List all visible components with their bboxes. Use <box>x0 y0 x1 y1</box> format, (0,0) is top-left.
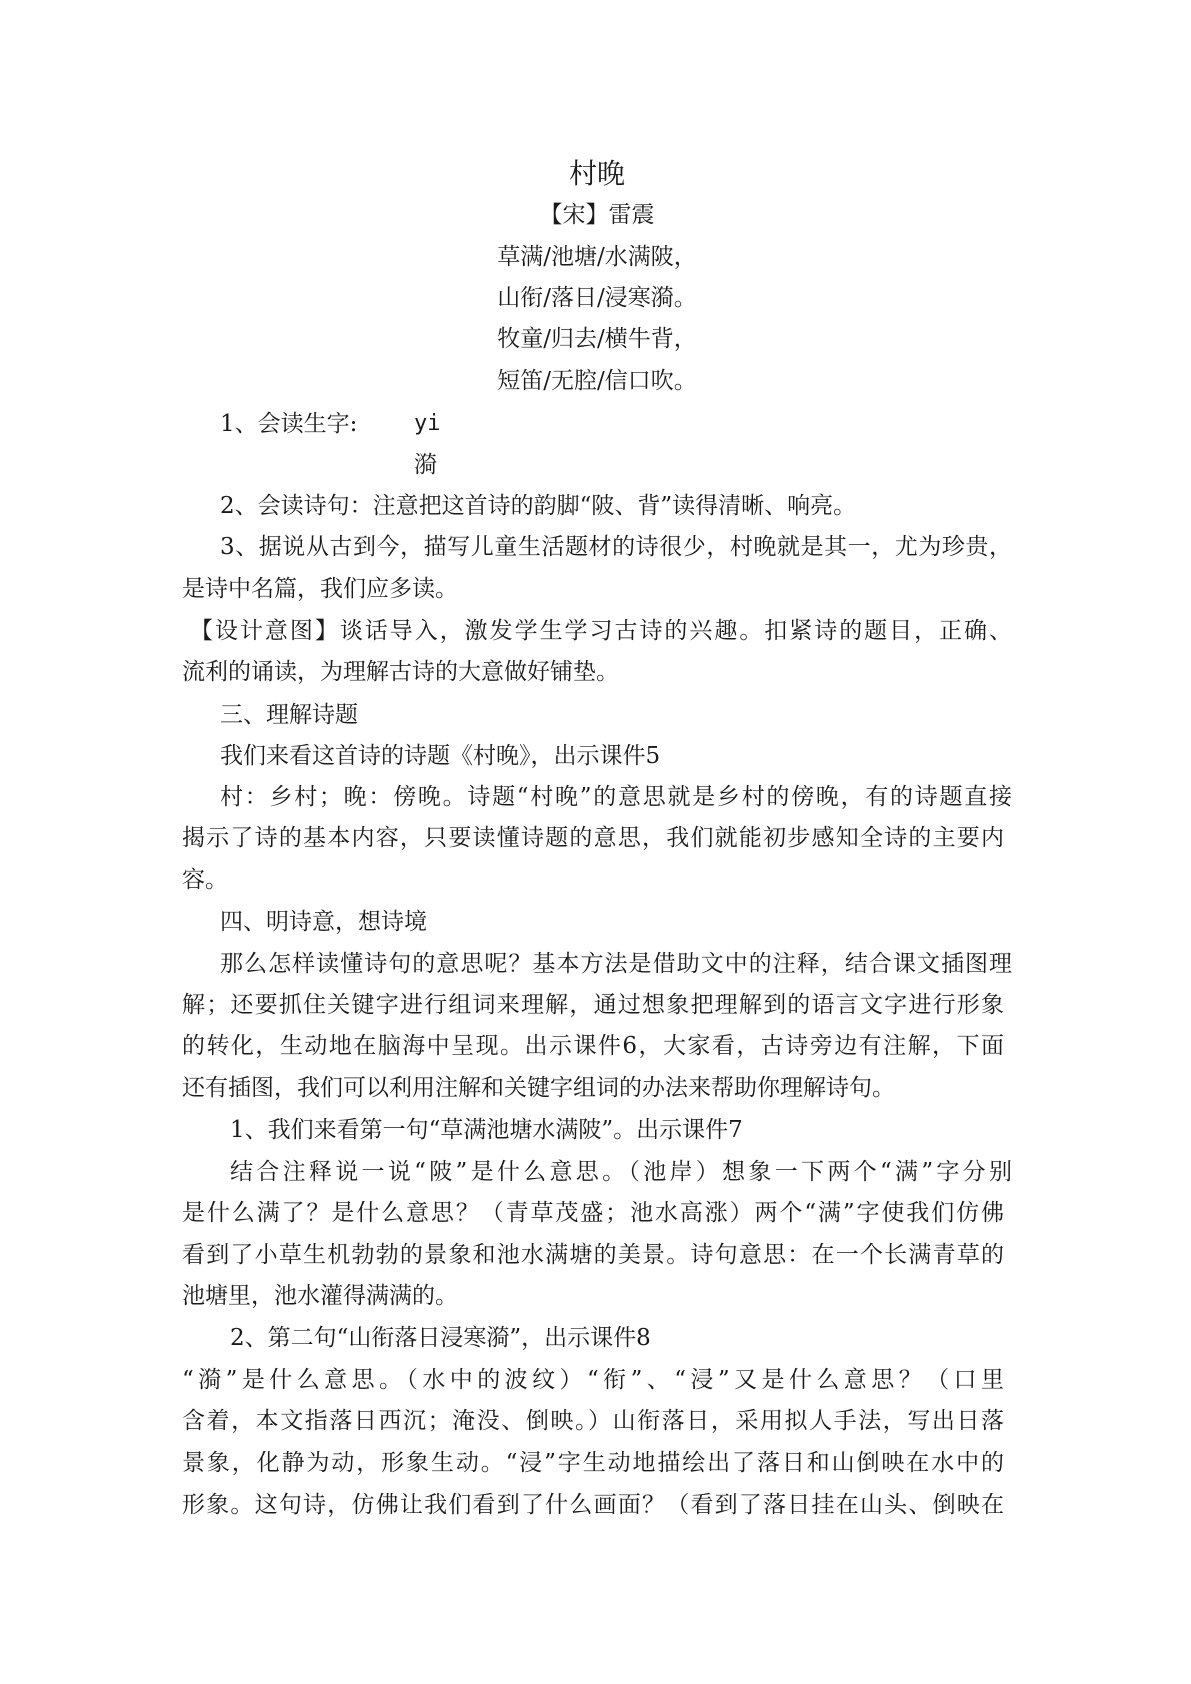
paragraph-line: 流利的诵读，为理解古诗的大意做好铺垫。 <box>182 659 619 685</box>
section-heading: 三、理解诗题 <box>220 702 358 728</box>
poem-title: 村晚 <box>568 157 625 190</box>
poem-author: 【宋】雷震 <box>539 202 655 228</box>
poem-line: 草满/池塘/水满陂， <box>497 244 697 270</box>
paragraph-line: 是什么满了？是什么意思？（青草茂盛；池水高涨）两个“满”字使我们仿佛 <box>182 1200 1004 1226</box>
paragraph-line: 我们来看这首诗的诗题《村晚》，出示课件5 <box>220 743 661 769</box>
paragraph-line: 还有插图，我们可以利用注解和关键字组词的办法来帮助你理解诗句。 <box>182 1075 895 1101</box>
paragraph-line: 解；还要抓住关键字进行组词来理解，通过想象把理解到的语言文字进行形象 <box>182 992 1004 1018</box>
paragraph-line: 3、据说从古到今，描写儿童生活题材的诗很少，村晚就是其一，尤为珍贵， <box>220 534 1012 560</box>
paragraph-line: 村：乡村；晚：傍晚。诗题“村晚”的意思就是乡村的傍晚，有的诗题直接 <box>220 784 1012 810</box>
paragraph-line: 1、我们来看第一句“草满池塘水满陂”。出示课件7 <box>230 1117 743 1143</box>
paragraph-line: 那么怎样读懂诗句的意思呢？基本方法是借助文中的注释，结合课文插图理 <box>220 951 1012 977</box>
paragraph-line: 含着，本文指落日西沉；淹没、倒映。）山衔落日，采用拟人手法，写出日落 <box>182 1408 1004 1434</box>
paragraph-line: 池塘里，池水灌得满满的。 <box>182 1283 458 1309</box>
section-heading: 四、明诗意，想诗境 <box>220 909 427 935</box>
vocab-label: 1、会读生字: <box>220 411 358 437</box>
document-page <box>182 0 1012 1684</box>
paragraph-line: 是诗中名篇，我们应多读。 <box>182 576 458 602</box>
paragraph-line: 看到了小草生机勃勃的景象和池水满塘的美景。诗句意思：在一个长满青草的 <box>182 1242 1004 1268</box>
poem-line: 短笛/无腔/信口吹。 <box>497 368 697 394</box>
paragraph-line: “漪”是什么意思。（水中的波纹）“衔”、“浸”又是什么意思？（口里 <box>182 1367 1004 1393</box>
paragraph-line: 容。 <box>182 867 228 893</box>
paragraph-line: 的转化，生动地在脑海中呈现。出示课件6，大家看，古诗旁边有注解，下面 <box>182 1033 1004 1059</box>
paragraph-line: 结合注释说一说“陂”是什么意思。（池岸）想象一下两个“满”字分别 <box>230 1159 1012 1185</box>
vocab-char: 漪 <box>414 452 437 478</box>
vocab-pinyin: yi <box>414 411 441 436</box>
poem-line: 山衔/落日/浸寒漪。 <box>497 285 697 311</box>
paragraph-line: 景象，化静为动，形象生动。“浸”字生动地描绘出了落日和山倒映在水中的 <box>182 1450 1004 1476</box>
paragraph-line: 2、第二句“山衔落日浸寒漪”，出示课件8 <box>230 1325 651 1351</box>
paragraph-line: 揭示了诗的基本内容，只要读懂诗题的意思，我们就能初步感知全诗的主要内 <box>182 825 1004 851</box>
paragraph-line: 形象。这句诗，仿佛让我们看到了什么画面？（看到了落日挂在山头、倒映在 <box>182 1492 1004 1518</box>
paragraph-line: 2、会读诗句：注意把这首诗的韵脚“陂、背”读得清晰、响亮。 <box>220 493 857 519</box>
poem-line: 牧童/归去/横牛背， <box>497 326 697 352</box>
paragraph-line: 【设计意图】谈话导入，激发学生学习古诗的兴趣。扣紧诗的题目，正确、 <box>190 618 1012 644</box>
